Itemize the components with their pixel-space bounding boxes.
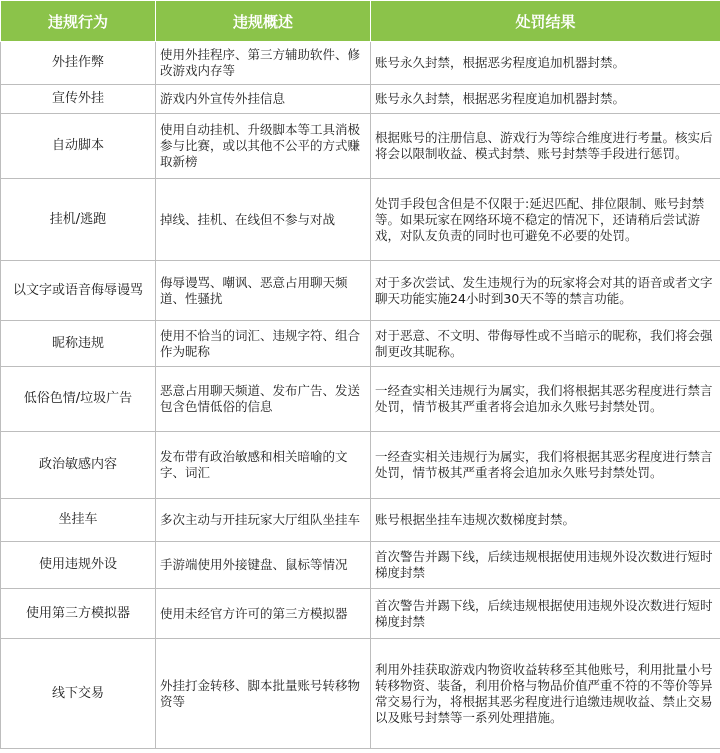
table-row (1, 261, 720, 321)
table-row (1, 639, 720, 749)
cell-summary: 外挂打金转移、脚本批量账号转移物资等 (156, 639, 371, 749)
cell-summary: 发布带有政治敏感和相关暗喻的文字、词汇 (156, 432, 371, 499)
cell-action: 宣传外挂 (1, 85, 156, 114)
cell-summary: 使用不恰当的词汇、违规字符、组合作为昵称 (156, 321, 371, 367)
cell-summary: 游戏内外宣传外挂信息 (156, 85, 371, 114)
cell-penalty: 账号根据坐挂车违规次数梯度封禁。 (371, 499, 720, 542)
cell-summary: 侮辱谩骂、嘲讽、恶意占用聊天频道、性骚扰 (156, 261, 371, 321)
cell-action: 使用第三方模拟器 (1, 589, 156, 639)
header-summary: 违规概述 (156, 1, 371, 42)
cell-action: 外挂作弊 (1, 42, 156, 85)
cell-summary: 掉线、挂机、在线但不参与对战 (156, 179, 371, 261)
table-row (1, 179, 720, 261)
cell-action: 以文字或语音侮辱谩骂 (1, 261, 156, 321)
table-row (1, 42, 720, 85)
cell-action: 自动脚本 (1, 114, 156, 179)
header-penalty: 处罚结果 (371, 1, 720, 42)
cell-action: 线下交易 (1, 639, 156, 749)
cell-penalty: 利用外挂获取游戏内物资收益转移至其他账号，利用批量小号转移物资、装备，利用价格与物品价值严重不符的不等价等异常交易行为，将根据其恶劣程度进行追缴违规收益、禁止交易以及账号封禁等一系列处理措施。 (371, 639, 720, 749)
table-row (1, 542, 720, 589)
cell-summary: 使用未经官方许可的第三方模拟器 (156, 589, 371, 639)
table-row (1, 321, 720, 367)
cell-penalty: 根据账号的注册信息、游戏行为等综合维度进行考量。核实后将会以限制收益、模式封禁、账号封禁等手段进行惩罚。 (371, 114, 720, 179)
cell-action: 使用违规外设 (1, 542, 156, 589)
cell-penalty: 对于恶意、不文明、带侮辱性或不当暗示的昵称，我们将会强制更改其昵称。 (371, 321, 720, 367)
cell-penalty: 首次警告并踢下线，后续违规根据使用违规外设次数进行短时梯度封禁 (371, 542, 720, 589)
cell-summary: 恶意占用聊天频道、发布广告、发送包含色情低俗的信息 (156, 367, 371, 432)
cell-penalty: 处罚手段包含但是不仅限于:延迟匹配、排位限制、账号封禁等。如果玩家在网络环境不稳定的情况下，还请稍后尝试游戏，对队友负责的同时也可避免不必要的处罚。 (371, 179, 720, 261)
cell-action: 昵称违规 (1, 321, 156, 367)
cell-penalty: 账号永久封禁，根据恶劣程度追加机器封禁。 (371, 42, 720, 85)
cell-action: 坐挂车 (1, 499, 156, 542)
header-action: 违规行为 (1, 1, 156, 42)
cell-summary: 使用外挂程序、第三方辅助软件、修改游戏内存等 (156, 42, 371, 85)
table-row (1, 85, 720, 114)
header-row (1, 1, 720, 42)
cell-penalty: 一经查实相关违规行为属实，我们将根据其恶劣程度进行禁言处罚，情节极其严重者将会追加永久账号封禁处罚。 (371, 432, 720, 499)
table-row (1, 589, 720, 639)
cell-penalty: 账号永久封禁，根据恶劣程度追加机器封禁。 (371, 85, 720, 114)
cell-summary: 多次主动与开挂玩家大厅组队坐挂车 (156, 499, 371, 542)
cell-penalty: 一经查实相关违规行为属实，我们将根据其恶劣程度进行禁言处罚，情节极其严重者将会追加永久账号封禁处罚。 (371, 367, 720, 432)
table-row (1, 432, 720, 499)
cell-summary: 手游端使用外接键盘、鼠标等情况 (156, 542, 371, 589)
cell-action: 低俗色情/垃圾广告 (1, 367, 156, 432)
table-row (1, 499, 720, 542)
cell-action: 政治敏感内容 (1, 432, 156, 499)
cell-penalty: 首次警告并踢下线，后续违规根据使用违规外设次数进行短时梯度封禁 (371, 589, 720, 639)
cell-penalty: 对于多次尝试、发生违规行为的玩家将会对其的语音或者文字聊天功能实施24小时到30天不等的禁言功能。 (371, 261, 720, 321)
cell-summary: 使用自动挂机、升级脚本等工具消极参与比赛，或以其他不公平的方式赚取新榜 (156, 114, 371, 179)
cell-action: 挂机/逃跑 (1, 179, 156, 261)
table-row (1, 367, 720, 432)
table-row (1, 114, 720, 179)
